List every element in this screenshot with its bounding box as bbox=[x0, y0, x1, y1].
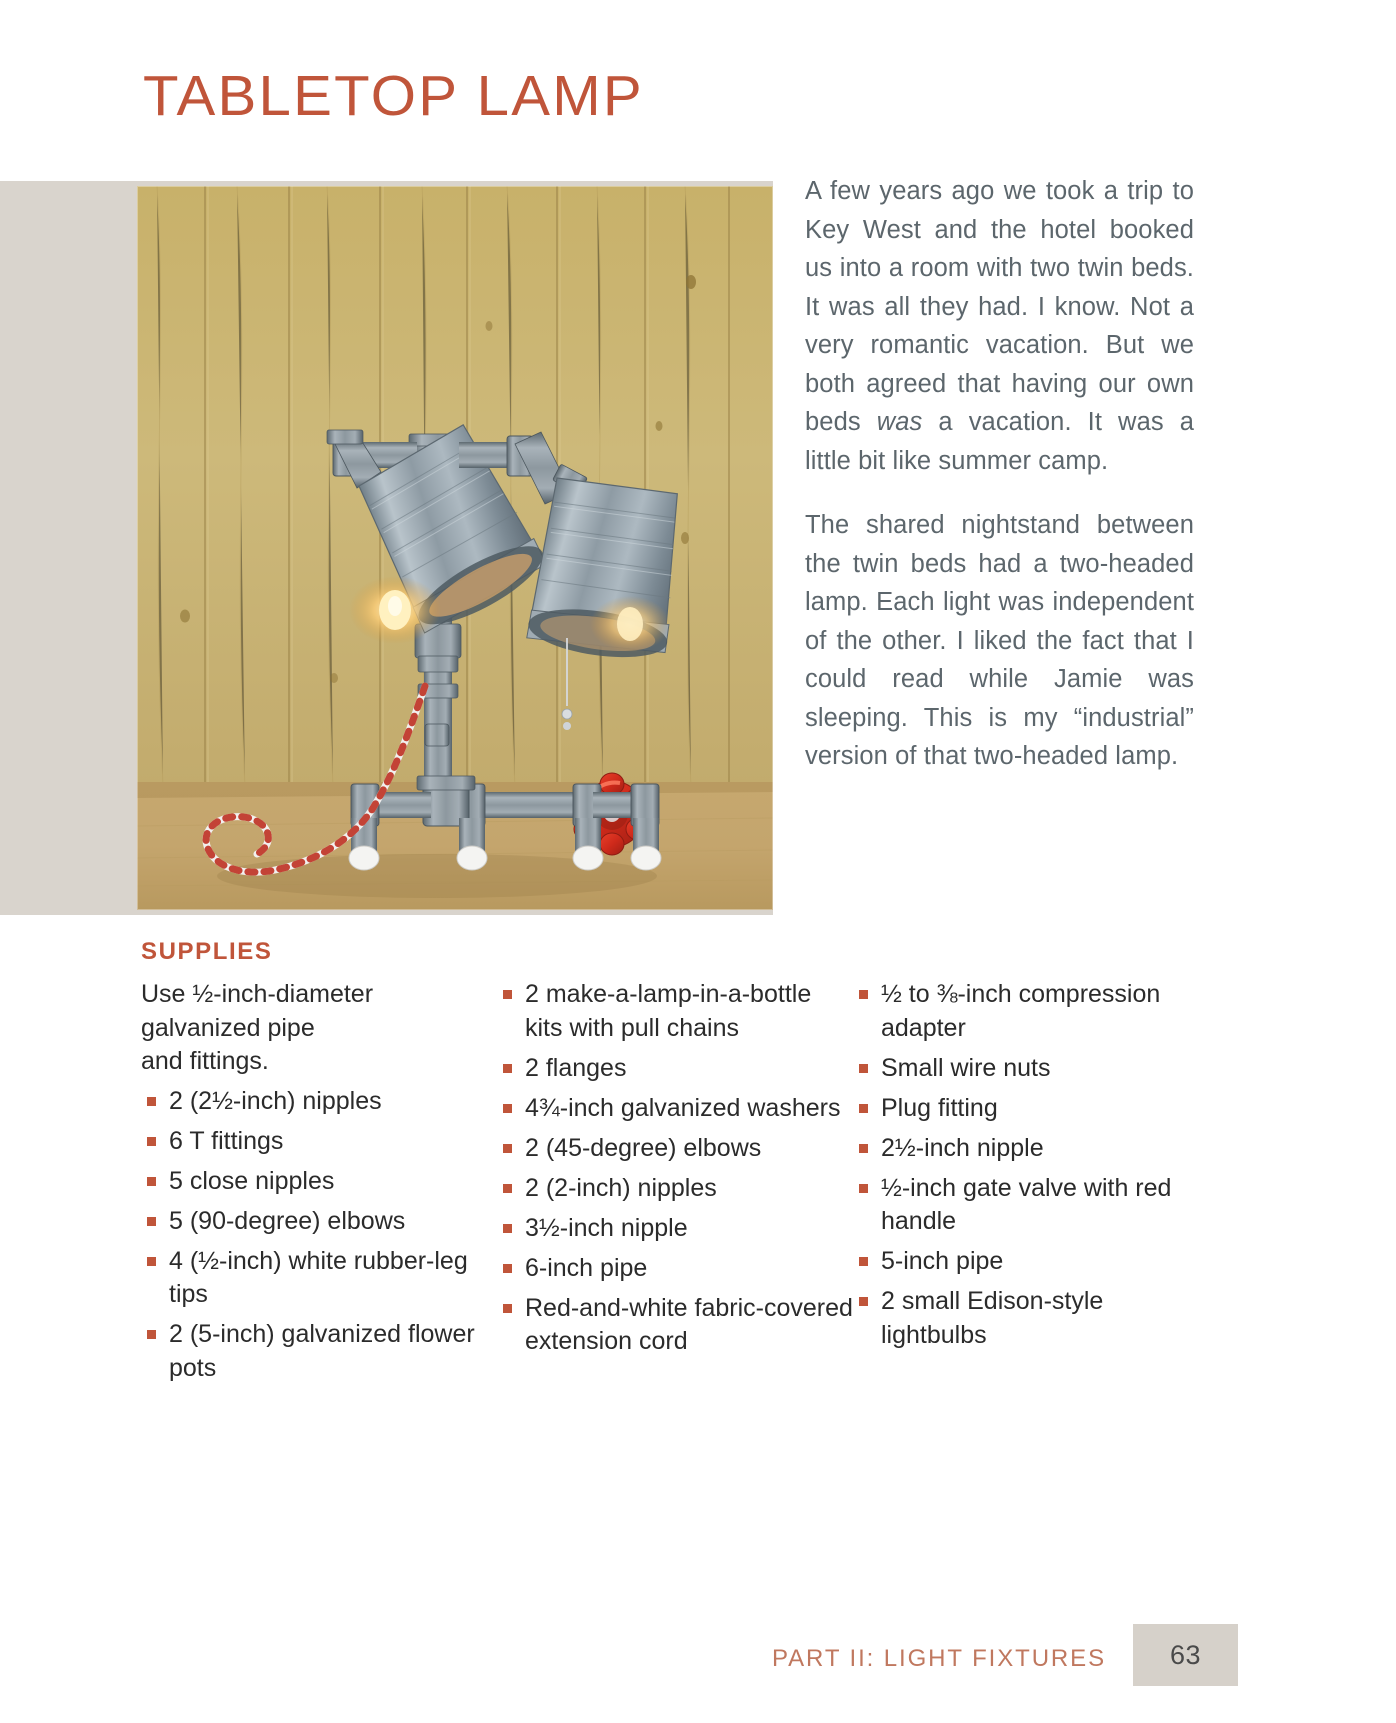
list-item bbox=[141, 1245, 497, 1312]
intro-p1-part-a: A few years ago we took a trip to Key West and the hotel booked us into a room with two twin beds. It was all they had. I know. Not a very romantic vacation. But we both agreed that having our own beds bbox=[805, 177, 1194, 436]
list-item bbox=[497, 1052, 853, 1086]
supplies-item-label: 6 T fittings bbox=[169, 1126, 284, 1155]
list-item bbox=[141, 1165, 497, 1199]
bullet-square-icon bbox=[503, 1224, 512, 1233]
bullet-square-icon bbox=[503, 990, 512, 999]
list-item bbox=[497, 1212, 853, 1246]
supplies-item-label: 2½-inch nipple bbox=[881, 1133, 1044, 1162]
bullet-square-icon bbox=[147, 1177, 156, 1186]
list-item bbox=[853, 1285, 1203, 1352]
intro-p1-part-b: a vacation. It was a little bit like summer camp. bbox=[805, 408, 1194, 475]
bullet-square-icon bbox=[503, 1064, 512, 1073]
bullet-square-icon bbox=[859, 1184, 868, 1193]
supplies-item-label: 2 (45-degree) elbows bbox=[525, 1133, 762, 1162]
supplies-columns bbox=[141, 978, 1211, 1392]
list-item bbox=[141, 1205, 497, 1239]
supplies-item-label: 2 (5-inch) galvanized flower pots bbox=[169, 1320, 475, 1382]
list-item bbox=[853, 978, 1203, 1045]
intro-p1-emphasis: was bbox=[876, 408, 923, 436]
bullet-square-icon bbox=[859, 1257, 868, 1266]
supplies-item-label: 2 flanges bbox=[525, 1053, 627, 1082]
supplies-item-label: Plug fitting bbox=[881, 1093, 998, 1122]
page-number: 63 bbox=[1169, 1639, 1202, 1670]
bullet-square-icon bbox=[503, 1144, 512, 1153]
supplies-item-label: 6-inch pipe bbox=[525, 1253, 648, 1282]
lamp-photo-illustration bbox=[137, 186, 773, 910]
supplies-item-label: Small wire nuts bbox=[881, 1053, 1051, 1082]
intro-paragraph-1 bbox=[805, 172, 1194, 480]
supplies-column-3 bbox=[853, 978, 1203, 1392]
supplies-list-3 bbox=[853, 978, 1203, 1352]
supplies-intro-line-1: Use ½-inch-diameter bbox=[141, 980, 374, 1008]
supplies-item-label: 4¾-inch galvanized washers bbox=[525, 1093, 841, 1122]
bullet-square-icon bbox=[503, 1184, 512, 1193]
supplies-item-label: Red-and-white fabric-covered extension cord bbox=[525, 1293, 853, 1355]
supplies-item-label: 5 (90-degree) elbows bbox=[169, 1206, 406, 1235]
bullet-square-icon bbox=[859, 990, 868, 999]
list-item bbox=[853, 1052, 1203, 1086]
project-photo bbox=[137, 186, 773, 910]
list-item bbox=[853, 1172, 1203, 1239]
bullet-square-icon bbox=[859, 1064, 868, 1073]
intro-paragraph-2: The shared nightstand between the twin beds had a two-headed lamp. Each light was independent of the other. I liked the fact that I could read while Jamie was sleeping. This is my “industrial” version of that two-headed lamp. bbox=[805, 511, 1194, 770]
supplies-column-2 bbox=[497, 978, 853, 1392]
supplies-item-label: 2 (2½-inch) nipples bbox=[169, 1086, 382, 1115]
supplies-item-label: 5 close nipples bbox=[169, 1166, 335, 1195]
supplies-item-label: 4 (½-inch) white rubber-leg tips bbox=[169, 1246, 468, 1308]
list-item bbox=[141, 1085, 497, 1119]
supplies-list-2 bbox=[497, 978, 853, 1359]
bullet-square-icon bbox=[147, 1330, 156, 1339]
bullet-square-icon bbox=[147, 1097, 156, 1106]
bullet-square-icon bbox=[147, 1217, 156, 1226]
list-item bbox=[497, 978, 853, 1045]
list-item bbox=[141, 1125, 497, 1159]
supplies-item-label: 3½-inch nipple bbox=[525, 1213, 688, 1242]
footer-part-label: PART II: LIGHT FIXTURES bbox=[772, 1645, 1106, 1672]
bullet-square-icon bbox=[859, 1144, 868, 1153]
supplies-list-1 bbox=[141, 1085, 497, 1386]
supplies-item-label: 5-inch pipe bbox=[881, 1247, 1004, 1275]
supplies-column-1 bbox=[141, 978, 497, 1392]
list-item bbox=[497, 1132, 853, 1166]
list-item bbox=[853, 1092, 1203, 1126]
list-item bbox=[497, 1172, 853, 1206]
list-item bbox=[497, 1252, 853, 1286]
intro-text-column bbox=[805, 172, 1194, 776]
list-item bbox=[853, 1245, 1203, 1279]
supplies-item-label: 2 (2-inch) nipples bbox=[525, 1173, 717, 1202]
supplies-item-label: ½ to ⅜-inch compression adapter bbox=[881, 980, 1161, 1042]
bullet-square-icon bbox=[147, 1257, 156, 1266]
bullet-square-icon bbox=[859, 1297, 868, 1306]
list-item bbox=[141, 1318, 497, 1385]
supplies-intro bbox=[141, 978, 497, 1079]
page-title: TABLETOP LAMP bbox=[143, 64, 644, 128]
bullet-square-icon bbox=[503, 1304, 512, 1313]
bullet-square-icon bbox=[147, 1137, 156, 1146]
supplies-item-label: 2 make-a-lamp-in-a-bottle kits with pull chains bbox=[525, 980, 812, 1042]
supplies-intro-line-3: and fittings. bbox=[141, 1047, 269, 1075]
supplies-intro-line-2: galvanized pipe bbox=[141, 1013, 315, 1042]
supplies-item-label: 2 small Edison-style lightbulbs bbox=[881, 1287, 1104, 1349]
bullet-square-icon bbox=[503, 1264, 512, 1273]
supplies-heading: SUPPLIES bbox=[141, 938, 273, 965]
list-item bbox=[497, 1292, 853, 1359]
list-item bbox=[497, 1092, 853, 1126]
supplies-item-label: ½-inch gate valve with red handle bbox=[881, 1173, 1172, 1235]
bullet-square-icon bbox=[859, 1104, 868, 1113]
bullet-square-icon bbox=[503, 1104, 512, 1113]
list-item bbox=[853, 1132, 1203, 1166]
